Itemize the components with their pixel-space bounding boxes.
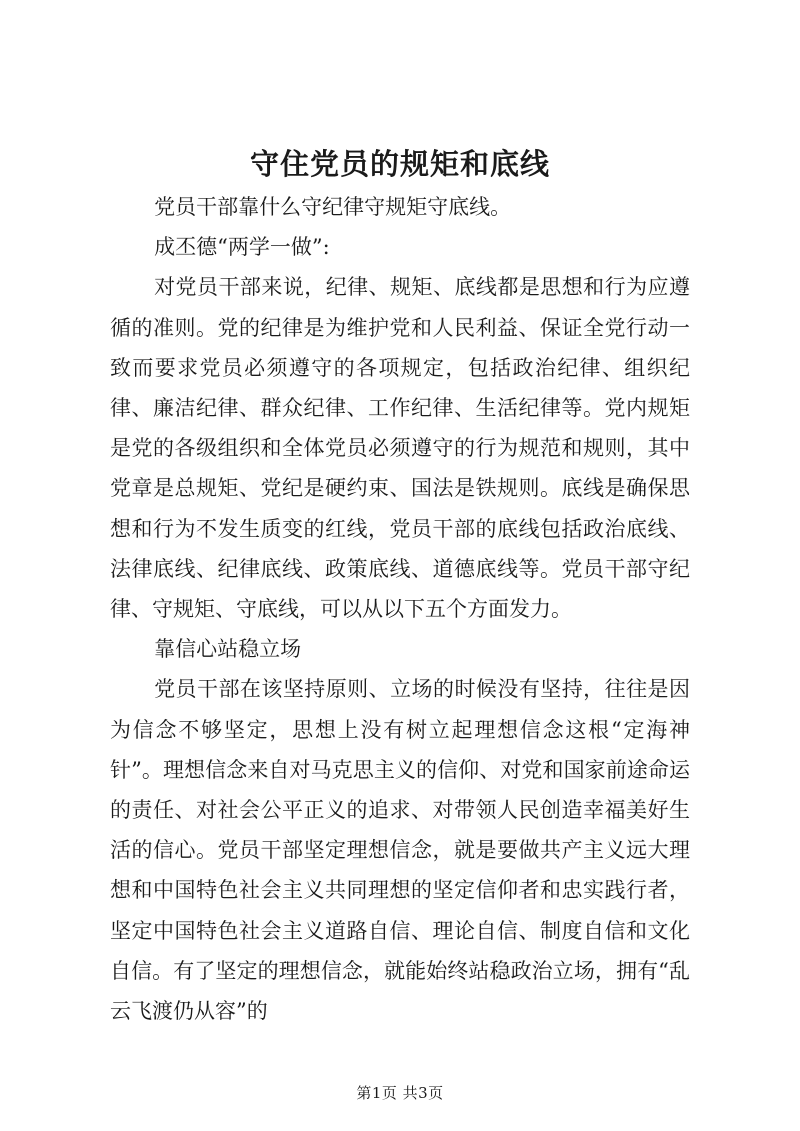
paragraph-intro: 党员干部靠什么守纪律守规矩守底线。 (154, 195, 512, 219)
paragraph-discipline: 对党员干部来说，纪律、规矩、底线都是思想和行为应遵循的准则。党的纪律是为维护党和人民利益、保证全党行动一致而要求党员必须遵守的各项规定，包括政治纪律、组织纪律、廉洁纪律、群众纪律、工作纪律、生活纪律等。党内规矩是党的各级组织和全体党员必须遵守的行为规范和规则，其中党章是总规矩、党纪是硬约束、国法是铁规则。底线是确保思想和行为不发生质变的红线，党员干部的底线包括政治底线、法律底线、纪律底线、政策底线、道德底线等。党员干部守纪律、守规矩、守底线，可以从以下五个方面发力。 (110, 275, 690, 622)
paragraph-belief: 党员干部在该坚持原则、立场的时候没有坚持，往往是因为信念不够坚定，思想上没有树立起理想信念这根“定海神针”。理想信念来自对马克思主义的信仰、对党和国家前途命运的责任、对社会公平正义的追求、对带领人民创造幸福美好生活的信心。党员干部坚定理想信念，就是要做共产主义远大理想和中国特色社会主义共同理想的坚定信仰者和忠实践行者，坚定中国特色社会主义道路自信、理论自信、制度自信和文化自信。有了坚定的理想信念，就能始终站稳政治立场，拥有“乱云飞渡仍从容”的 (110, 677, 690, 1024)
paragraph-byline: 成丕德“两学一做”: (154, 235, 330, 260)
document-body (110, 187, 690, 1031)
section-heading: 靠信心站稳立场 (154, 637, 302, 662)
document-title: 守住党员的规矩和底线 (249, 147, 550, 181)
page-footer: 第1页 共3页 (356, 1084, 444, 1102)
